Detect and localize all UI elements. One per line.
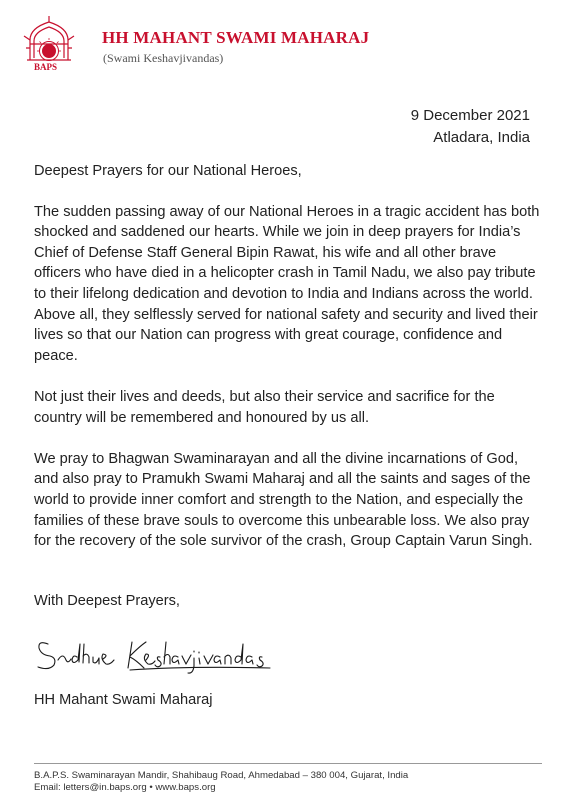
baps-emblem-icon [20, 14, 78, 76]
signer-name: HH Mahant Swami Maharaj [34, 692, 213, 708]
paragraph: We pray to Bhagwan Swaminarayan and all the divine incarnations of God, and also pray to Pramukh Swami Maharaj and all the saints and sages of the world to provide inner comfort and strength to the Nation, and especially the families of these brave souls to overcome this unbearable loss. We also pray for the recovery of the sole survivor of the crash, Group Captain Varun Singh. [34, 450, 533, 550]
paragraph: Not just their lives and deeds, but also their service and sacrifice for the country will be remembered and honoured by us all. [34, 388, 495, 426]
letter-place: Atladara, India [433, 129, 530, 146]
letterhead [20, 14, 560, 76]
footer-address: B.A.P.S. Swaminarayan Mandir, Shahibaug Road, Ahmedabad – 380 004, Gujarat, India [34, 770, 409, 781]
org-subtitle: (Swami Keshavjivandas) [103, 51, 224, 65]
org-name: HH MAHANT SWAMI MAHARAJ [102, 28, 370, 47]
logo-text: BAPS [34, 62, 58, 72]
letter-body [34, 161, 542, 572]
signature [30, 630, 280, 674]
footer [34, 770, 408, 794]
date-block [411, 105, 530, 149]
salutation: Deepest Prayers for our National Heroes, [34, 163, 302, 179]
footer-contact: Email: letters@in.baps.org • www.baps.org [34, 782, 216, 793]
closing: With Deepest Prayers, [34, 593, 180, 609]
letter-date: 9 December 2021 [410, 107, 530, 124]
footer-divider [34, 763, 542, 764]
paragraph: The sudden passing away of our National Heroes in a tragic accident has both shocked and saddened our hearts. While we join in deep prayers for India’s Chief of Defense Staff General Bipin Rawat, his wife and all other brave officers who have died in a helicopter crash in Tamil Nadu, we also pay tribute to their lifelong dedication and devotion to India and Indians across the world. Above all, they selflessly served for national safety and security and lived their lives so that our Nation can progress with great courage, confidence and peace. [34, 203, 540, 364]
